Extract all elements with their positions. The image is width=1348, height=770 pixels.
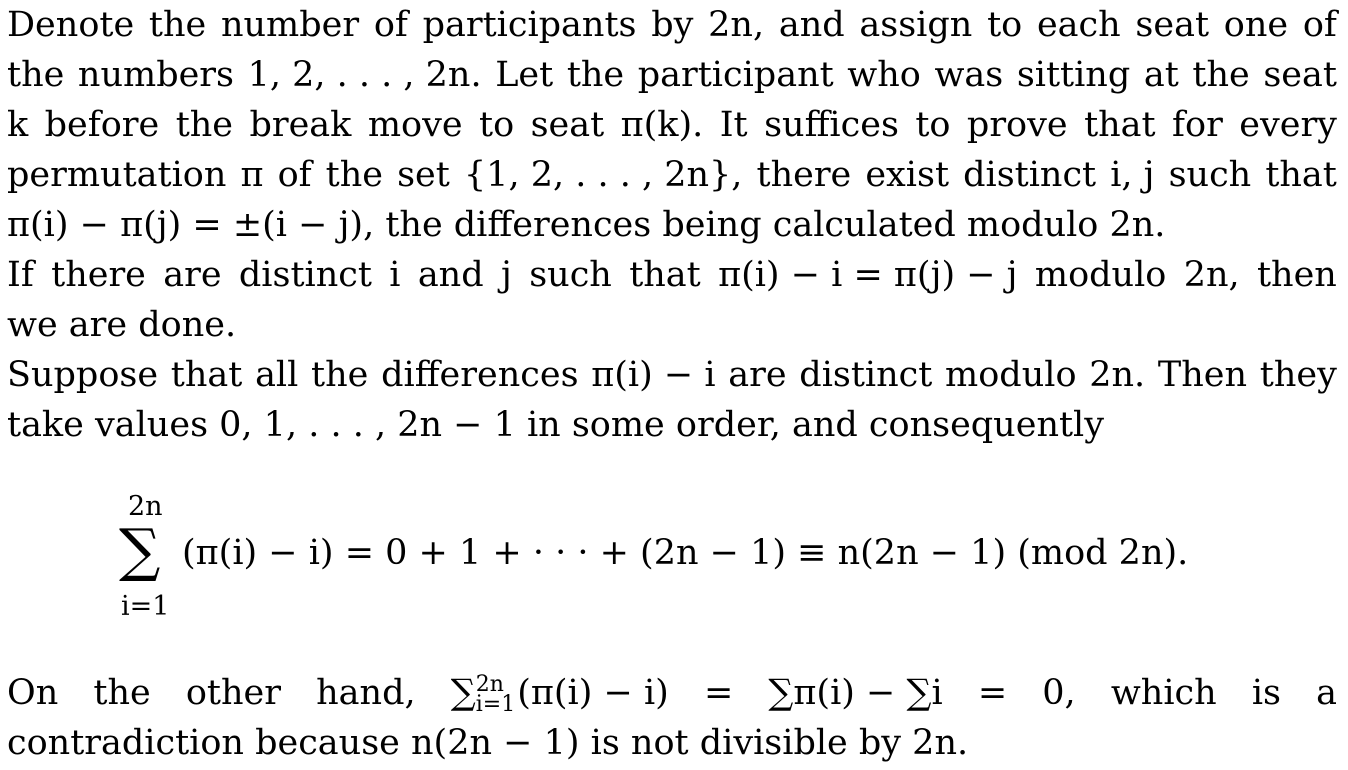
paragraph-1-line-3-word-7: seat (530, 105, 605, 145)
paragraph-1-line-4-word-7: there (756, 155, 852, 195)
paragraph-3-line-1-word-8: distinct (799, 355, 933, 395)
paragraph-1-line-2-word-6: participant (637, 55, 834, 95)
inline-sum-body: (π(i) − i) (517, 673, 669, 713)
paragraph-3-line-1-word-3: all (255, 355, 299, 395)
paragraph-4-line-1-word-2: the (93, 673, 151, 713)
paragraph-2-line-2 (7, 300, 1337, 350)
paragraph-2-line-1-word-7: j (500, 255, 512, 295)
paragraph-3-line-1-word-10: 2n. (1089, 355, 1146, 395)
paragraph-4-line-1-word-4: hand, (316, 673, 416, 713)
paragraph-1-line-4-word-10: i, j (1110, 155, 1155, 195)
paragraph-1-line-3-word-5: move (367, 105, 463, 145)
paragraph-1-line-3-word-1: k (7, 105, 29, 145)
paragraph-3-line-1-word-5: differences (381, 355, 579, 395)
paragraph-1-line-4-word-9: distinct (963, 155, 1097, 195)
paragraph-1-line-4-word-6: {1, 2, . . . , 2n}, (463, 155, 743, 195)
paragraph-1-line-1-word-12: seat (1135, 5, 1210, 45)
paragraph-1-line-4-word-11: such (1168, 155, 1252, 195)
paragraph-1-line-3-word-9: It (719, 105, 748, 145)
paragraph-1-line-1-word-13: one (1223, 5, 1289, 45)
paragraph-1-line-4-word-3: of (277, 155, 312, 195)
paragraph-1-line-3-word-6: to (479, 105, 515, 145)
paragraph-3-line-2 (7, 400, 1337, 450)
paragraph-1-line-3-word-8: π(k). (620, 105, 704, 145)
paragraph-2-line-2-text: we are done. (7, 305, 237, 345)
equation-body: (π(i) − i) = 0 + 1 + · · · + (2n − 1) ≡ n(2n − 1) (mod 2n). (182, 533, 1189, 573)
paragraph-4-line-1-word-1: On (7, 673, 59, 713)
paragraph-1-line-1-word-7: 2n, (708, 5, 765, 45)
paragraph-1-line-1-word-1: Denote (7, 5, 135, 45)
paragraph-1-line-2-word-4: Let (495, 55, 554, 95)
paragraph-1-line-2-word-2: numbers (77, 55, 235, 95)
paragraph-3-line-2-text: take values 0, 1, . . . , 2n − 1 in some order, and consequently (7, 405, 1105, 445)
paragraph-4-line-1-word-7: ∑π(i) − ∑i (768, 673, 943, 713)
inline-sum-upper: 2n (475, 671, 504, 697)
paragraph-1-line-1-word-5: participants (422, 5, 637, 45)
inline-sum-symbol: ∑ (450, 673, 476, 713)
paragraph-1-line-5-text: π(i) − π(j) = ±(i − j), the differences being calculated modulo 2n. (7, 205, 1166, 245)
paragraph-1-line-3-word-3: the (175, 105, 234, 145)
paragraph-4-line-1-word-12: a (1316, 673, 1337, 713)
paragraph-1-line-3-word-2: before (44, 105, 160, 145)
summation-symbol: ∑ (119, 516, 161, 584)
paragraph-2-line-1-word-11: modulo (1034, 255, 1167, 295)
paragraph-1-line-4 (7, 150, 1337, 200)
paragraph-3-line-1-word-6: π(i) − i (591, 355, 716, 395)
paragraph-2-line-1-word-13: then (1256, 255, 1337, 295)
paragraph-2-line-1-word-10: π(i) − i = π(j) − j (718, 255, 1018, 295)
paragraph-2-line-1-word-9: that (629, 255, 701, 295)
paragraph-1-line-1-word-10: to (987, 5, 1023, 45)
sum-lower-limit: i=1 (121, 591, 170, 622)
paragraph-2-line-1-word-12: 2n, (1183, 255, 1240, 295)
paragraph-4-line-1-word-11: is (1251, 673, 1281, 713)
paragraph-1-line-1-word-2: the (148, 5, 207, 45)
paragraph-3-line-1 (7, 350, 1337, 400)
paragraph-1-line-3 (7, 100, 1337, 150)
paragraph-1-line-2-word-3: 1, 2, . . . , 2n. (247, 55, 482, 95)
paragraph-1-line-2-word-12: seat (1263, 55, 1337, 95)
paragraph-4-line-2-text: contradiction because n(2n − 1) is not divisible by 2n. (7, 723, 969, 763)
paragraph-2-line-1-word-4: distinct (238, 255, 372, 295)
paragraph-1-line-4-word-12: that (1265, 155, 1337, 195)
paragraph-1-line-1-word-11: each (1036, 5, 1121, 45)
paragraph-4-line-1-word-3: other (185, 673, 281, 713)
paragraph-1-line-2-word-1: the (7, 55, 65, 95)
paragraph-2-line-1-word-5: i (389, 255, 401, 295)
paragraph-1-line-3-word-15: every (1239, 105, 1337, 145)
paragraph-2-line-1-word-1: If (7, 255, 34, 295)
paragraph-1-line-3-word-12: prove (966, 105, 1068, 145)
paragraph-1-line-2 (7, 50, 1337, 100)
paragraph-4-line-1-word-6: = (703, 673, 734, 713)
paragraph-1-line-2-word-7: who (847, 55, 921, 95)
paragraph-2-line-1 (7, 250, 1337, 300)
paragraph-1-line-3-word-13: that (1084, 105, 1156, 145)
paragraph-2-line-1-word-6: and (417, 255, 484, 295)
paragraph-1-line-4-word-2: π (240, 155, 264, 195)
inline-sum-lower: i=1 (475, 691, 516, 717)
sum-upper-limit: 2n (128, 491, 163, 522)
paragraph-1-line-1-word-4: of (373, 5, 408, 45)
paragraph-3-line-1-word-12: they (1259, 355, 1337, 395)
paragraph-1-line-4-word-8: exist (865, 155, 950, 195)
paragraph-3-line-1-word-4: the (311, 355, 369, 395)
paragraph-1-line-1-word-8: and (778, 5, 845, 45)
paragraph-4-line-1-word-10: which (1110, 673, 1217, 713)
paragraph-1-line-3-word-4: break (249, 105, 352, 145)
paragraph-1-line-1-word-3: number (220, 5, 360, 45)
paragraph-1-line-2-word-10: at (1143, 55, 1179, 95)
paragraph-1-line-1-word-14: of (1302, 5, 1337, 45)
paragraph-4-line-2 (7, 718, 1337, 768)
paragraph-4-line-1-word-9: 0, (1042, 673, 1076, 713)
paragraph-4-line-1 (7, 668, 1337, 718)
paragraph-1-line-2-word-11: the (1192, 55, 1250, 95)
paragraph-1-line-4-word-4: the (325, 155, 383, 195)
paragraph-1-line-4-word-1: permutation (7, 155, 227, 195)
paragraph-3-line-1-word-9: modulo (945, 355, 1077, 395)
paragraph-1-line-5 (7, 200, 1337, 250)
paragraph-4-line-1-word-8: = (977, 673, 1008, 713)
paragraph-2-line-1-word-3: are (163, 255, 222, 295)
inline-sum-limits (475, 671, 516, 717)
paragraph-1-line-1-word-9: assign (859, 5, 973, 45)
paragraph-2-line-1-word-2: there (51, 255, 146, 295)
paragraph-3-line-1-word-1: Suppose (7, 355, 159, 395)
paragraph-1-line-1-word-6: by (651, 5, 694, 45)
paragraph-3-line-1-word-11: Then (1157, 355, 1248, 395)
paragraph-2-line-1-word-8: such (529, 255, 612, 295)
paragraph-1-line-2-word-8: was (934, 55, 1004, 95)
paragraph-3-line-1-word-2: that (170, 355, 243, 395)
paragraph-3-line-1-word-7: are (728, 355, 787, 395)
paragraph-1-line-3-word-11: to (915, 105, 951, 145)
paragraph-1-line-2-word-9: sitting (1016, 55, 1131, 95)
paragraph-1-line-3-word-14: for (1172, 105, 1223, 145)
paragraph-1-line-1 (7, 0, 1337, 50)
paragraph-4-line-1-word-5 (451, 668, 669, 718)
paragraph-1-line-2-word-5: the (566, 55, 625, 95)
paragraph-1-line-3-word-10: suffices (764, 105, 899, 145)
paragraph-1-line-4-word-5: set (397, 155, 450, 195)
